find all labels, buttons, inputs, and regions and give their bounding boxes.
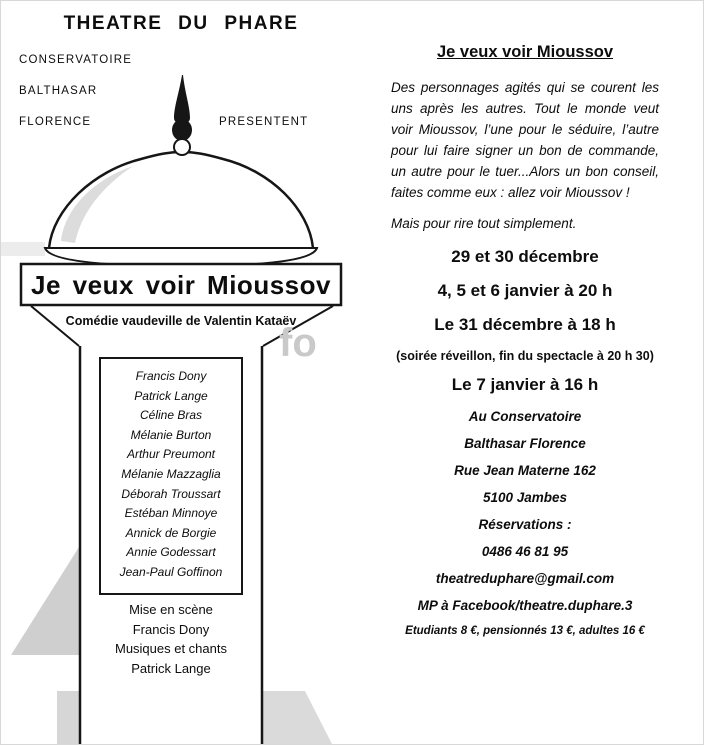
presents-label: PRESENTENT [219, 116, 309, 128]
info-column [391, 43, 659, 637]
email-address: theatreduphare@gmail.com [435, 571, 615, 586]
cast-member: Francis Dony [135, 369, 207, 383]
venue-city: 5100 Jambes [482, 490, 568, 505]
watermark-text: fo [279, 321, 317, 365]
banner-title: Je veux voir Mioussov [31, 270, 331, 300]
banner-subtitle: Comédie vaudeville de Valentin Kataëv [65, 314, 297, 328]
shadow-triangle [11, 547, 79, 655]
org-line-conservatoire: CONSERVATOIRE [19, 54, 133, 66]
phone-number: 0486 46 81 95 [481, 544, 569, 559]
credit-role-music: Musiques et chants [114, 641, 227, 656]
show-description: Des personnages agités qui se courent les uns après les autres. Tout le monde veut voir Mioussov, l’une pour le séduire, l’autre pour lui faire signer un bon de commande, un autre pour le tuer...Alors un bon conseil, faites comme eux : allez voir Mioussov ! [391, 80, 659, 200]
reservations-label: Réservations : [478, 517, 572, 532]
date-line-1: 29 et 30 décembre [451, 247, 599, 266]
spire-base-ball [174, 139, 190, 155]
tagline: Mais pour rire tout simplement. [391, 216, 577, 231]
credit-role-direction: Mise en scène [129, 602, 213, 617]
info-title: Je veux voir Mioussov [436, 43, 614, 61]
org-line-florence: FLORENCE [19, 116, 92, 128]
cast-member: Annick de Borgie [125, 525, 217, 540]
credit-name-music: Patrick Lange [131, 660, 211, 676]
shadow-bottom-right [263, 691, 333, 745]
facebook-handle: MP à Facebook/theatre.duphare.3 [417, 598, 633, 613]
prices-line: Etudiants 8 €, pensionnés 13 €, adultes 16 € [405, 625, 645, 637]
cast-member: Mélanie Burton [130, 427, 212, 442]
cast-member: Estéban Minnoye [124, 506, 218, 521]
venue-name-2: Balthasar Florence [464, 436, 586, 451]
cast-list [100, 367, 242, 583]
cast-member: Jean-Paul Goffinon [119, 564, 223, 579]
date-line-3: Le 31 décembre à 18 h [434, 315, 616, 334]
cast-member: Mélanie Mazzaglia [121, 466, 221, 481]
shadow-bottom-left [57, 691, 79, 745]
cast-member: Annie Godessart [126, 545, 216, 560]
org-line-balthasar: BALTHASAR [19, 85, 98, 97]
shadow-left-smudge [1, 242, 45, 256]
date-line-2: 4, 5 et 6 janvier à 20 h [437, 281, 613, 300]
cast-member: Déborah Troussart [121, 486, 221, 501]
credits-block [80, 600, 262, 678]
spire-needle [174, 75, 190, 124]
cast-member: Céline Bras [139, 408, 203, 423]
venue-name: Au Conservatoire [468, 409, 582, 424]
spire-bulb [172, 119, 192, 141]
venue-street: Rue Jean Materne 162 [454, 463, 596, 478]
cast-member: Patrick Lange [134, 388, 208, 403]
date-line-4: Le 7 janvier à 16 h [451, 375, 599, 394]
reveillon-note: (soirée réveillon, fin du spectacle à 20 h 30) [396, 349, 654, 363]
cast-member: Arthur Preumont [126, 447, 216, 462]
credit-name-direction: Francis Dony [132, 621, 210, 637]
theatre-name: THEATRE DU PHARE [63, 13, 299, 34]
